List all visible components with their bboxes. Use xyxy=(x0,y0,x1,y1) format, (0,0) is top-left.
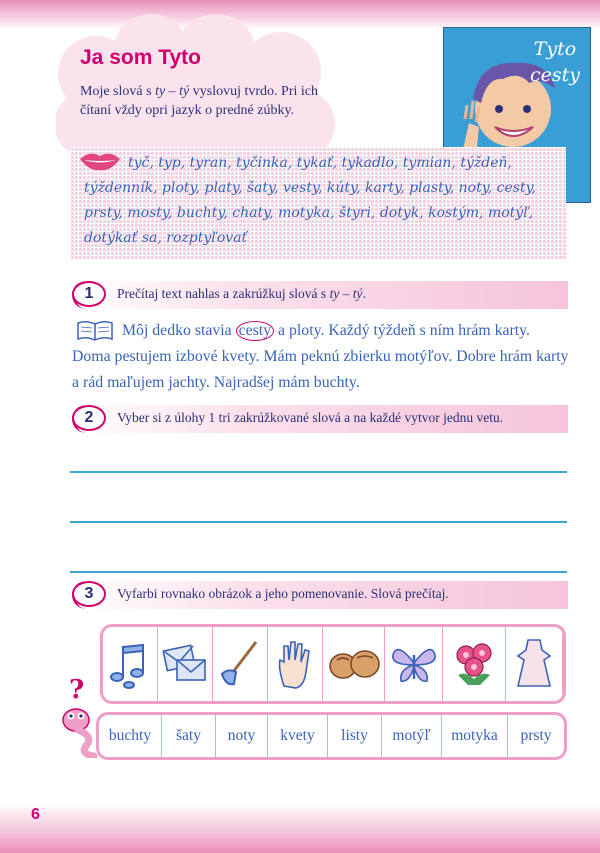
task-3-header xyxy=(72,581,568,609)
flowers-icon[interactable] xyxy=(443,627,506,701)
intro-text: Moje slová s ty – tý vyslovuj tvrdo. Pri ich čítaní vždy opri jazyk o predné zúbky. xyxy=(80,84,319,118)
task-instruction: Prečítaj text nahlas a zakrúžkuj slová s ty – tý. xyxy=(117,286,366,301)
task-1-header xyxy=(72,281,568,309)
reading-text: Môj dedko stavia cesty a ploty. Každý týždeň s ním hrám karty. Doma pestujem izbové kvety. Mám peknú zbierku motýľov. Dobre hrám karty a rád maľujem jachty. Najradšej mám buchty. xyxy=(72,322,569,391)
writing-line[interactable] xyxy=(70,521,567,523)
writing-line[interactable] xyxy=(70,471,567,473)
buns-icon[interactable] xyxy=(323,627,385,701)
envelopes-icon[interactable] xyxy=(158,627,213,701)
circled-word[interactable]: cesty xyxy=(236,321,274,341)
word-label[interactable]: prsty xyxy=(520,727,552,744)
word-label[interactable]: motýľ xyxy=(382,715,442,757)
page-title: Ja som Tyto xyxy=(80,46,201,69)
butterfly-icon[interactable] xyxy=(385,627,443,701)
task-number: 3 xyxy=(72,581,106,607)
picture-title: Tyto cesty xyxy=(529,38,580,86)
notes-icon[interactable] xyxy=(103,627,158,701)
task-instruction: Vyfarbi rovnako obrázok a jeho pomenovanie. Slová prečítaj. xyxy=(117,586,449,601)
word-label[interactable]: noty xyxy=(216,715,268,757)
word-label[interactable]: kvety xyxy=(268,715,328,757)
word-label[interactable]: listy xyxy=(328,715,382,757)
word-label[interactable]: motyka xyxy=(442,715,508,757)
bottom-band xyxy=(0,803,600,853)
task-2-header xyxy=(72,405,568,433)
task-number: 2 xyxy=(72,405,106,431)
task-number: 1 xyxy=(72,281,106,307)
word-list-text: tyč, typ, tyran, tyčinka, tykať, tykadlo, tymian, týždeň, týždenník, ploty, platy, šaty, vesty, kúty, karty, plasty, noty, cesty, prsty, mosty, buchty, chaty, motyka, štyri, dotyk, kostým, motýľ, dotýkať sa, rozptyľovať xyxy=(84,155,537,246)
page-number: 6 xyxy=(31,806,40,823)
writing-line[interactable] xyxy=(70,571,567,573)
worm-mascot xyxy=(58,676,98,758)
word-label[interactable]: šaty xyxy=(162,715,216,757)
dress-icon[interactable] xyxy=(506,627,563,701)
hand-icon[interactable] xyxy=(268,627,323,701)
svg-text:?: ? xyxy=(69,676,85,705)
task-instruction: Vyber si z úlohy 1 tri zakrúžkované slová a na každé vytvor jednu vetu. xyxy=(117,410,504,425)
word-label[interactable]: buchty xyxy=(99,715,162,757)
hoe-icon[interactable] xyxy=(213,627,268,701)
